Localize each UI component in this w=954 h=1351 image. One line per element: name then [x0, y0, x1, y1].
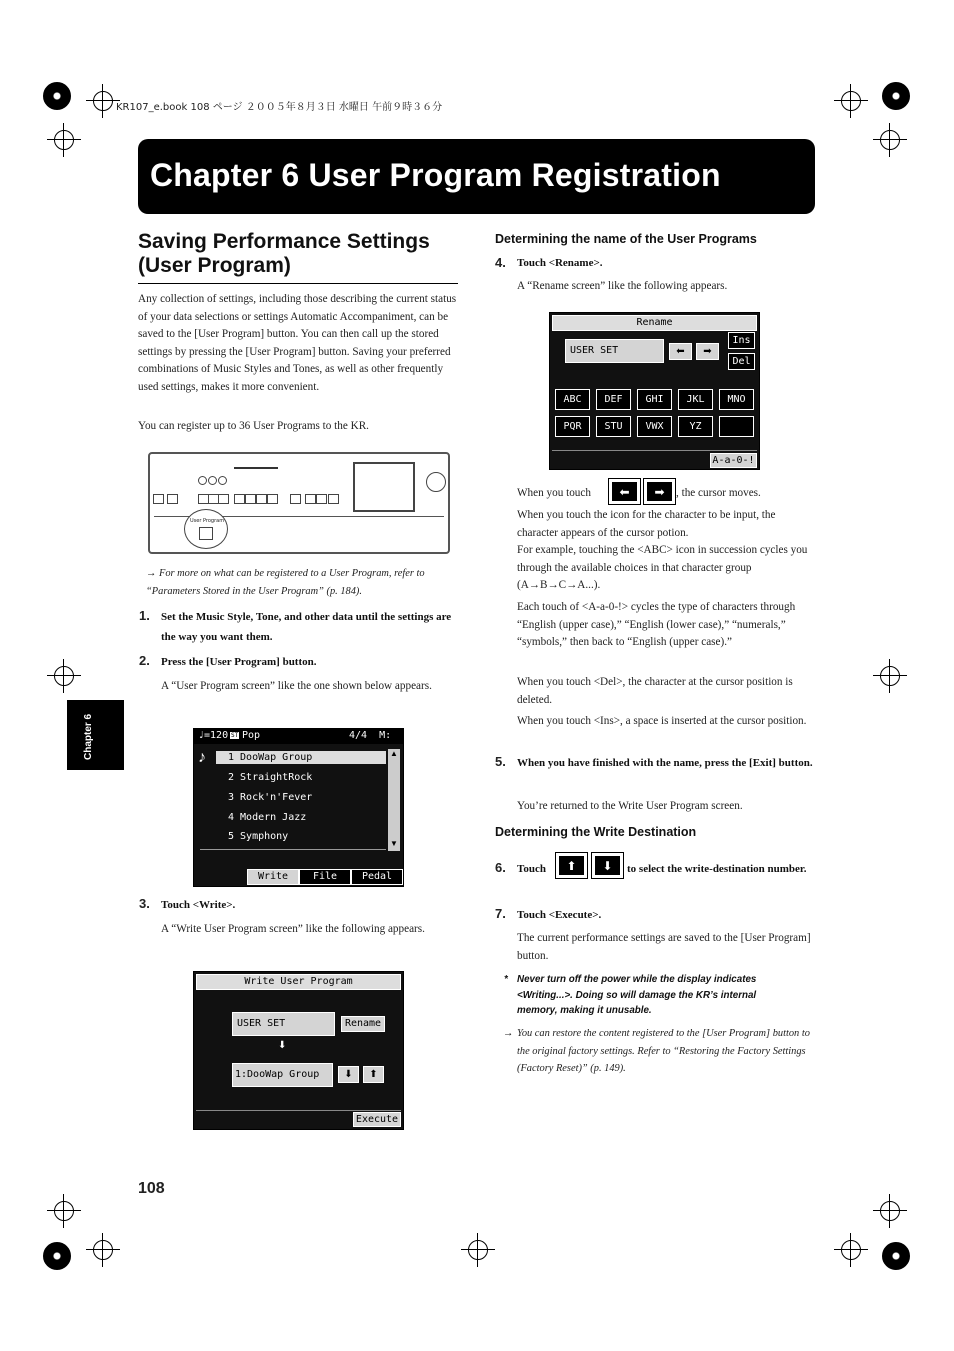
chapter-banner	[138, 139, 815, 214]
cursor-text-a: When you touch	[517, 487, 591, 499]
step-4-body: A “Rename screen” like the following appears.	[517, 280, 728, 292]
crosshair-mark	[468, 1240, 488, 1260]
program-row[interactable]: 5 Symphony	[228, 831, 289, 842]
step-3-text: Touch <Write>.	[161, 899, 236, 911]
destination-up-icon[interactable]: ⬆	[363, 1066, 384, 1083]
section-title: Saving Performance Settings (User Program)	[138, 230, 430, 277]
intro-capacity: You can register up to 36 User Programs to the KR.	[138, 420, 369, 432]
tab-write[interactable]: Write	[247, 869, 299, 885]
crosshair-mark	[54, 666, 74, 686]
program-row[interactable]: 4 Modern Jazz	[228, 812, 307, 823]
chapter-title: Chapter 6 User Program Registration	[150, 157, 721, 193]
crosshair-mark	[54, 1201, 74, 1221]
warning-mark: *	[504, 974, 508, 985]
example-paragraph: For example, touching the <ABC> icon in succession cycles you through the available choices in that character group (A→B→C→A...).	[517, 544, 808, 592]
execute-button[interactable]: Execute	[353, 1112, 401, 1127]
program-row[interactable]: 2 StraightRock	[228, 772, 313, 783]
crosshair-mark	[54, 130, 74, 150]
step-number: 1.	[139, 608, 150, 623]
step-2-text: Press the [User Program] button.	[161, 656, 317, 668]
right-arrow-glyph: ➡	[647, 482, 672, 501]
step-6-text-b: to select the write-destination number.	[627, 863, 807, 875]
registration-disc-bl	[43, 1242, 71, 1270]
up-arrow-icon	[555, 852, 588, 879]
tab-pedal[interactable]: Pedal	[351, 869, 403, 885]
heading-name: Determining the name of the User Programs	[495, 232, 757, 246]
write-screen-title: Write User Program	[196, 974, 401, 990]
write-user-program-screen	[193, 971, 404, 1130]
user-program-button	[199, 527, 213, 540]
step-4-text: Touch <Rename>.	[517, 257, 603, 269]
panel-button	[316, 494, 327, 504]
panel-led	[208, 476, 217, 485]
heading-destination: Determining the Write Destination	[495, 825, 697, 839]
char-key-yz[interactable]: YZ	[678, 416, 713, 437]
down-arrow-glyph: ⬇	[595, 856, 620, 875]
reference-note: → For more on what can be registered to a User Program, refer to “Parameters Stored in the User Program” (p. 184).	[146, 568, 425, 597]
program-row-selected[interactable]: 1 DooWap Group	[228, 752, 313, 763]
left-arrow-icon	[608, 478, 641, 505]
style-name: Pop	[242, 730, 261, 741]
char-key-pqr[interactable]: PQR	[555, 416, 590, 437]
panel-button	[290, 494, 301, 504]
char-key-abc[interactable]: ABC	[555, 389, 590, 410]
step-number: 5.	[495, 754, 506, 769]
char-key-blank[interactable]	[719, 416, 754, 437]
note-icon: ♪	[198, 749, 206, 766]
step-3-body: A “Write User Program screen” like the following appears.	[161, 923, 425, 935]
step-number: 4.	[495, 255, 506, 270]
crosshair-mark	[841, 91, 861, 111]
panel-button	[218, 494, 229, 504]
cursor-left-icon[interactable]: ⬅	[669, 343, 692, 360]
right-arrow-icon	[643, 478, 676, 505]
step-7-text: Touch <Execute>.	[517, 909, 602, 921]
factory-reset-note: You can restore the content registered to the [User Program] button to the original factory settings. Refer to “Restoring the Factory Settings (Factory Reset)” (p. 149).	[517, 1028, 810, 1075]
style-badge: ST	[231, 732, 239, 739]
panel-button	[234, 494, 245, 504]
rename-name-field[interactable]: USER SET	[565, 339, 664, 363]
step-6-text-a: Touch	[517, 863, 546, 875]
del-button[interactable]: Del	[728, 353, 755, 370]
down-arrow-icon	[591, 852, 624, 879]
crosshair-mark	[93, 1240, 113, 1260]
chapter-tab-label: Chapter 6	[83, 713, 94, 760]
panel-dial	[426, 472, 446, 492]
user-program-callout	[184, 509, 228, 549]
rename-button[interactable]: Rename	[341, 1016, 385, 1032]
mode-paragraph: Each touch of <A-a-0-!> cycles the type of characters through “English (upper case),” “English (lower case),” “numerals,” “symbols,” then back to “English (upper case).”	[517, 601, 796, 649]
panel-button	[167, 494, 178, 504]
step-5-text: When you have finished with the name, press the [Exit] button.	[517, 757, 813, 769]
left-arrow-glyph: ⬅	[612, 482, 637, 501]
panel-led	[198, 476, 207, 485]
reference-mark: →	[503, 1028, 514, 1039]
registration-disc-br	[882, 1242, 910, 1270]
registration-disc-tr	[882, 82, 910, 110]
char-key-vwx[interactable]: VWX	[637, 416, 672, 437]
crosshair-mark	[880, 666, 900, 686]
crosshair-mark	[841, 1240, 861, 1260]
scroll-down-icon[interactable]: ▼	[390, 839, 398, 848]
down-arrow-icon: ⬇	[278, 1040, 287, 1051]
screen-divider	[552, 450, 757, 451]
panel-display	[353, 462, 415, 512]
intro-paragraph: Any collection of settings, including those describing the current status of your data selections or settings Automatic Accompaniment, can be saved to the [User Program] button. You can then call up the stored settings by pressing the [User Program] button. Saving your preferred combinations of Music Styles and Tones, as well as other frequently used settings, makes it more convenient.	[138, 293, 457, 393]
tab-file[interactable]: File	[299, 869, 351, 885]
crosshair-mark	[880, 1201, 900, 1221]
panel-diagram	[148, 452, 450, 554]
del-paragraph: When you touch <Del>, the character at the cursor position is deleted.	[517, 676, 793, 706]
char-key-def[interactable]: DEF	[596, 389, 631, 410]
up-arrow-glyph: ⬆	[559, 856, 584, 875]
list-divider	[200, 849, 386, 850]
measure-readout: 4/4 M: 1	[349, 730, 410, 741]
scroll-up-icon[interactable]: ▲	[390, 749, 398, 758]
panel-button	[153, 494, 164, 504]
panel-button	[245, 494, 256, 504]
section-rule	[138, 283, 458, 284]
status-bar	[194, 729, 410, 744]
icon-paragraph: When you touch the icon for the character to be input, the character appears of the cursor potion.	[517, 509, 776, 539]
tempo-readout: ♩=120	[198, 730, 229, 741]
char-key-stu[interactable]: STU	[596, 416, 631, 437]
user-program-screen	[193, 728, 410, 887]
panel-button	[305, 494, 316, 504]
rename-screen-title: Rename	[552, 315, 757, 331]
destination-down-icon[interactable]: ⬇	[338, 1066, 359, 1083]
ins-paragraph: When you touch <Ins>, a space is inserted at the cursor position.	[517, 715, 807, 727]
panel-button	[256, 494, 267, 504]
char-mode-button[interactable]: A-a-0-!	[710, 453, 757, 468]
step-number: 7.	[495, 906, 506, 921]
scrollbar[interactable]	[388, 749, 400, 851]
panel-led	[218, 476, 227, 485]
page-number: 108	[138, 1180, 165, 1197]
file-meta-line: KR107_e.book 108 ページ ２００５年８月３日 水曜日 午前９時３６分	[116, 102, 443, 113]
crosshair-mark	[93, 91, 113, 111]
step-1-text: Set the Music Style, Tone, and other data until the settings are the way you want them.	[161, 611, 452, 643]
chapter-side-tab	[67, 700, 124, 770]
step-7-body: The current performance settings are saved to the [User Program] button.	[517, 932, 811, 962]
panel-button	[267, 494, 278, 504]
char-key-ghi[interactable]: GHI	[637, 389, 672, 410]
char-key-mno[interactable]: MNO	[719, 389, 754, 410]
char-key-jkl[interactable]: JKL	[678, 389, 713, 410]
step-number: 3.	[139, 896, 150, 911]
warning-note: Never turn off the power while the display indicates <Writing...>. Doing so will damage the KR’s internal memory, making it unusable.	[517, 974, 757, 1016]
crosshair-mark	[880, 130, 900, 150]
panel-section-bar	[234, 467, 278, 469]
ins-button[interactable]: Ins	[728, 332, 755, 349]
panel-button	[328, 494, 339, 504]
rename-screen	[549, 312, 760, 470]
step-5-body: You’re returned to the Write User Program screen.	[517, 800, 743, 812]
step-number: 2.	[139, 653, 150, 668]
destination-field[interactable]: 1:DooWap Group	[232, 1063, 333, 1087]
screen-divider	[196, 1110, 401, 1111]
registration-disc-tl	[43, 82, 71, 110]
cursor-text-b: , the cursor moves.	[676, 487, 761, 499]
step-2-body: A “User Program screen” like the one shown below appears.	[161, 680, 432, 692]
user-program-label: User Program	[190, 518, 225, 524]
program-name-field[interactable]: USER SET	[232, 1012, 335, 1036]
cursor-right-icon[interactable]: ➡	[696, 343, 719, 360]
step-number: 6.	[495, 860, 506, 875]
program-row[interactable]: 3 Rock'n'Fever	[228, 792, 313, 803]
